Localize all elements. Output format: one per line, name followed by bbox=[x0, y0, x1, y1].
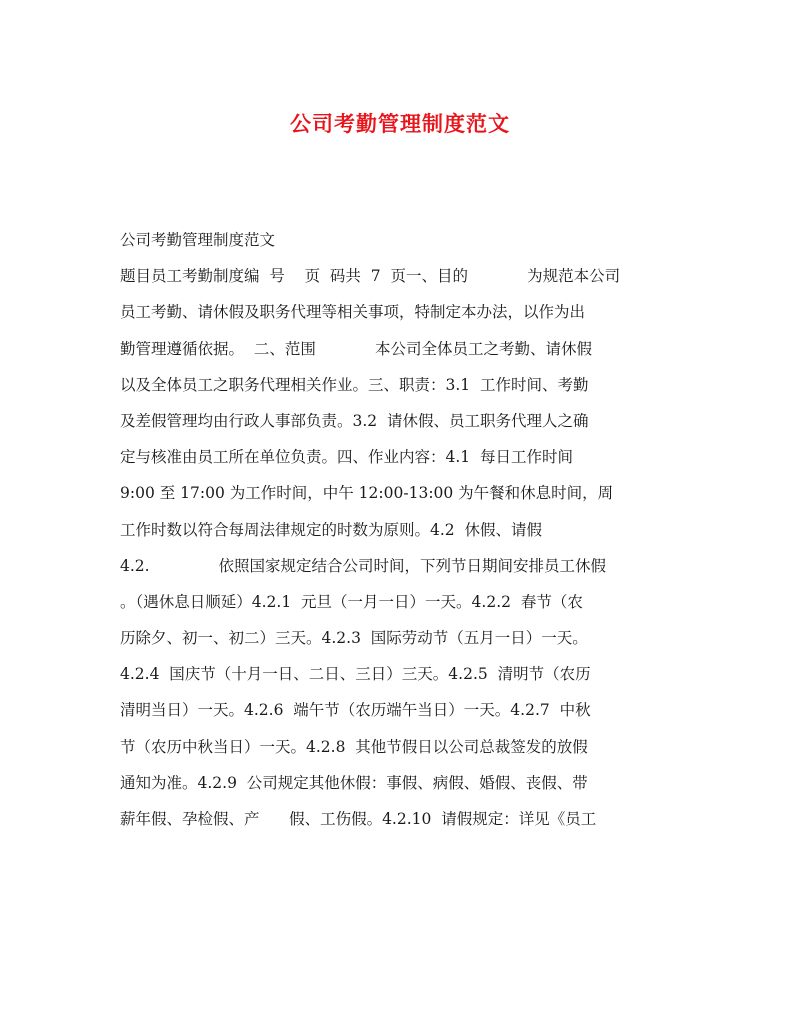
body-line: 历除夕、初一、初二）三天。4.2.3 国际劳动节（五月一日）一天。 bbox=[120, 629, 588, 648]
body-line: 题目员工考勤制度编 号 页 码共 7 页一、目的 为规范本公司 bbox=[120, 267, 621, 286]
document-body bbox=[120, 222, 690, 837]
body-line: 薪年假、孕检假、产 假、工伤假。4.2.10 请假规定：详见《员工 bbox=[120, 810, 597, 828]
body-line: 清明当日）一天。4.2.6 端午节（农历端午当日）一天。4.2.7 中秋 bbox=[120, 701, 591, 720]
body-line: 4.2. 依照国家规定结合公司时间，下列节日期间安排员工休假 bbox=[120, 556, 607, 575]
body-line: 勤管理遵循依据。 二、范围 本公司全体员工之考勤、请休假 bbox=[120, 339, 592, 358]
document-title: 公司考勤管理制度范文 bbox=[290, 111, 510, 136]
body-line: 9:00 至 17:00 为工作时间，中午 12:00-13:00 为午餐和休息时间，周 bbox=[120, 484, 614, 503]
body-line: 4.2.4 国庆节（十月一日、二日、三日）三天。4.2.5 清明节（农历 bbox=[120, 665, 591, 684]
body-line: 。（遇休息日顺延）4.2.1 元旦（一月一日）一天。4.2.2 春节（农 bbox=[120, 592, 583, 611]
body-line: 公司考勤管理制度范文 bbox=[120, 231, 276, 249]
body-line: 通知为准。4.2.9 公司规定其他休假：事假、病假、婚假、丧假、带 bbox=[120, 773, 588, 792]
body-line: 及差假管理均由行政人事部负责。3.2 请休假、员工职务代理人之确 bbox=[120, 411, 589, 430]
body-line: 定与核准由员工所在单位负责。四、作业内容：4.1 每日工作时间 bbox=[120, 448, 574, 467]
body-line: 以及全体员工之职务代理相关作业。三、职责：3.1 工作时间、考勤 bbox=[120, 375, 589, 394]
body-line: 节（农历中秋当日）一天。4.2.8 其他节假日以公司总裁签发的放假 bbox=[120, 737, 588, 756]
body-line: 员工考勤、请休假及职务代理等相关事项，特制定本办法，以作为出 bbox=[120, 303, 586, 322]
body-line: 工作时数以符合每周法律规定的时数为原则。4.2 休假、请假 bbox=[120, 520, 543, 539]
